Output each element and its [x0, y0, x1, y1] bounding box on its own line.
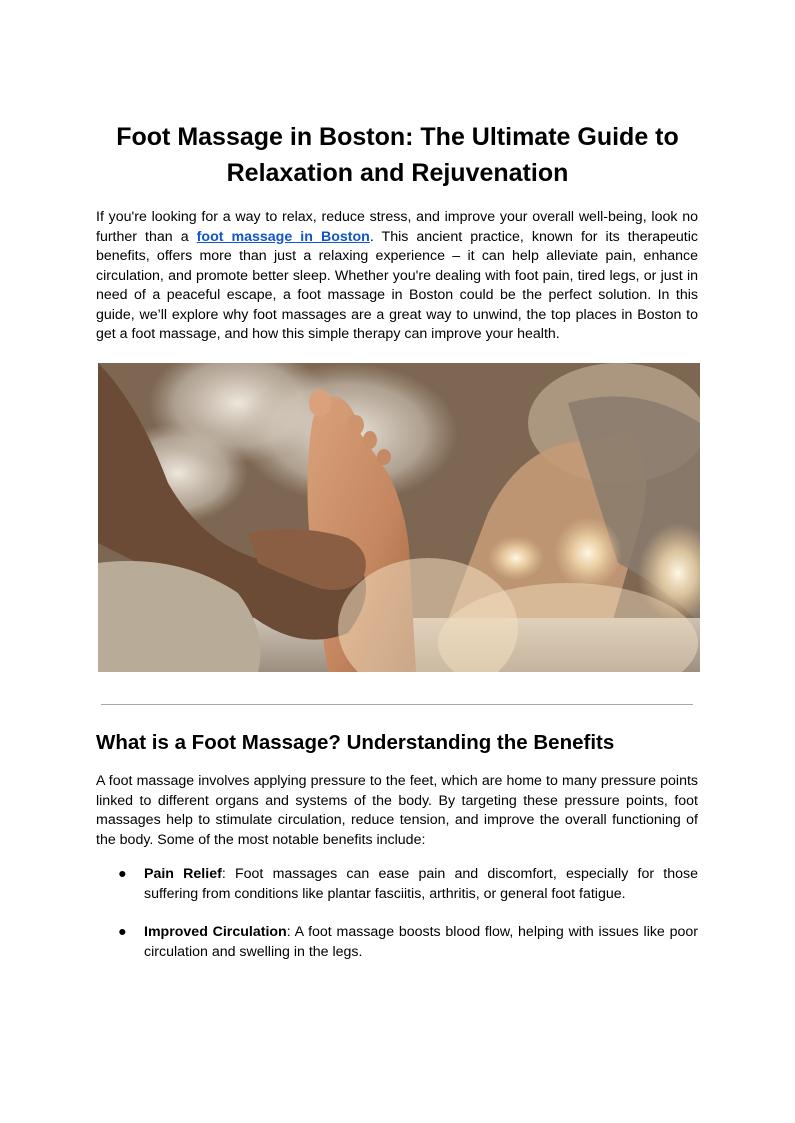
benefit-description: : Foot massages can ease pain and discomfort, especially for those suffering from conditions like plantar fasciitis, arthritis, or general foot fatigue.	[144, 866, 698, 902]
intro-text-before: If you're looking for a way to relax, reduce stress, and improve your overall well-being, look no further than a	[96, 209, 698, 245]
foot-massage-illustration	[98, 363, 700, 672]
section-heading: What is a Foot Massage? Understanding the Benefits	[96, 731, 615, 754]
benefit-description: : A foot massage boosts blood flow, helping with issues like poor circulation and swelling in the legs.	[144, 924, 698, 960]
benefit-term: Improved Circulation	[144, 924, 287, 940]
benefit-term: Pain Relief	[144, 866, 222, 882]
page-title: Foot Massage in Boston: The Ultimate Guide to Relaxation and Rejuvenation	[116, 123, 679, 187]
section-divider	[101, 704, 693, 705]
bullet-icon: ●	[118, 866, 127, 882]
list-item	[96, 923, 698, 962]
bullet-icon: ●	[118, 924, 127, 940]
list-item	[96, 865, 698, 904]
foot-massage-photo	[98, 363, 700, 672]
foot-massage-boston-link[interactable]: foot massage in Boston	[196, 228, 370, 245]
section-intro-paragraph: A foot massage involves applying pressure to the feet, which are home to many pressure points linked to different organs and systems of the body. By targeting these pressure points, foot massages help to stimulate circulation, reduce tension, and improve the overall functioning of the body. Some of the most notable benefits include:	[96, 773, 698, 848]
benefits-list	[96, 865, 698, 981]
intro-paragraph	[96, 208, 698, 345]
intro-text-after: . This ancient practice, known for its therapeutic benefits, offers more than just a relaxing experience – it can help alleviate pain, enhance circulation, and promote better sleep. Whether you're dealing with foot pain, tired legs, or just in need of a peaceful escape, a foot massage in Boston could be the perfect solution. In this guide, we’ll explore why foot massages are a great way to unwind, the top places in Boston to get a foot massage, and how this simple therapy can improve your health.	[96, 228, 698, 342]
